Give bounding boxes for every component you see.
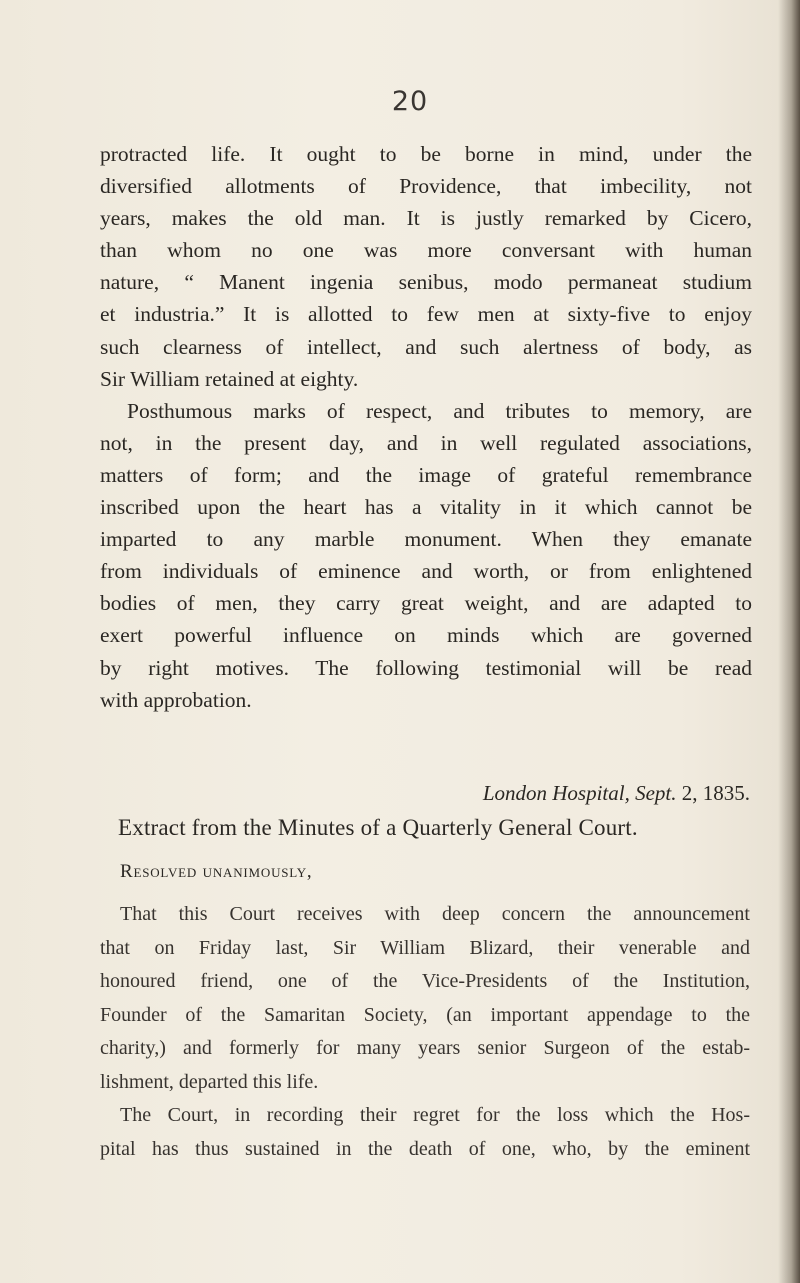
text-line: That this Court receives with deep concern the announcement — [120, 903, 750, 925]
text-line: nature, “ Manent ingenia senibus, modo permaneat studium — [100, 270, 752, 295]
text-line: protracted life. It ought to be borne in mind, under the — [100, 142, 752, 166]
text-line: Founder of the Samaritan Society, (an important appendage to the — [100, 1003, 750, 1026]
dateline-date: 2, 1835. — [681, 781, 750, 805]
text-line: with approbation. — [100, 687, 252, 712]
text-line: pital has thus sustained in the death of one, who, by the eminent — [100, 1137, 750, 1160]
text-line: charity,) and formerly for many years senior Surgeon of the estab- — [100, 1037, 750, 1059]
text-line: diversified allotments of Providence, that imbecility, not — [100, 174, 752, 199]
text-line: such clearness of intellect, and such alertness of body, as — [100, 334, 752, 359]
text-line: et industria.” It is allotted to few men at sixty-five to enjoy — [100, 302, 752, 327]
text-line: from individuals of eminence and worth, or from enlightened — [100, 559, 752, 584]
paragraph-1 — [100, 138, 752, 395]
text-line: not, in the present day, and in well regulated associations, — [100, 430, 752, 455]
text-line: that on Friday last, Sir William Blizard, their venerable and — [100, 936, 750, 959]
text-line: imparted to any marble monument. When they emanate — [100, 527, 752, 552]
dateline-month: Sept. — [635, 781, 677, 805]
text-line: The Court, in recording their regret for the loss which the Hos- — [120, 1104, 750, 1126]
resolved-label: Resolved unanimously, — [120, 861, 313, 882]
main-text — [100, 138, 752, 716]
text-line: than whom no one was more conversant with human — [100, 238, 752, 263]
text-line: lishment, departed this life. — [100, 1070, 319, 1093]
minutes-text — [100, 898, 750, 1166]
page-number: 20 — [391, 86, 429, 117]
text-line: Sir William retained at eighty. — [100, 366, 359, 391]
text-line: Posthumous marks of respect, and tributes to memory, are — [127, 398, 752, 423]
text-line: exert powerful influence on minds which are governed — [100, 623, 752, 648]
dateline — [370, 781, 750, 806]
text-line: matters of form; and the image of grateful remembrance — [100, 462, 752, 487]
text-line: honoured friend, one of the Vice-Presidents of the Institution, — [100, 970, 750, 992]
text-line: bodies of men, they carry great weight, and are adapted to — [100, 591, 752, 616]
text-line: by right motives. The following testimonial will be read — [100, 655, 752, 680]
text-line: inscribed upon the heart has a vitality in it which cannot be — [100, 495, 752, 520]
page-edge-shadow — [778, 0, 800, 1283]
dateline-place: London Hospital, — [482, 781, 630, 805]
section-heading: Extract from the Minutes of a Quarterly General Court. — [118, 815, 638, 840]
paragraph-2 — [100, 395, 752, 716]
text-line: years, makes the old man. It is justly remarked by Cicero, — [100, 206, 752, 231]
